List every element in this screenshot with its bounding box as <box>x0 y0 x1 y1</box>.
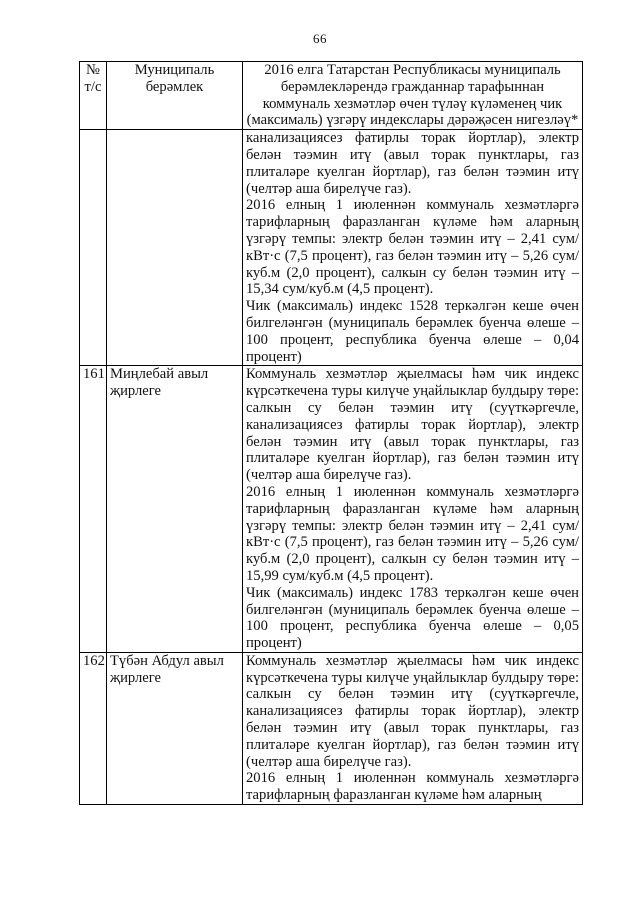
index-table <box>79 61 583 805</box>
row-description <box>243 366 583 653</box>
row-municipality: Түбән Абдул авыл җирлеге <box>107 652 243 804</box>
header-description: 2016 елга Татарстан Республикасы муниципаль берәмлекләрендә гражданнар тарафыннан коммуналь хезмәтләр өчен түләү күләменең чик (максималь) үзгәрү индекслары дәрәҗәсен нигезләү* <box>243 62 583 130</box>
description-paragraph: Коммуналь хезмәтләр җыелмасы һәм чик индекс күрсәткечена туры килүче уңайлыклар булдыру төре: салкын су белән тәэмин итү (суүткәргечле, канализациясез фатирлы торак йортлар), электр белән тәэмин итү (авыл торак пунктлары, газ плиталәре куелган йортлар), газ белән тәэмин итү (челтәр аша бирелүче газ). <box>246 366 579 484</box>
row-municipality <box>107 130 243 366</box>
table-header <box>80 62 583 130</box>
row-number <box>80 130 107 366</box>
row-description <box>243 130 583 366</box>
description-paragraph: Коммуналь хезмәтләр җыелмасы һәм чик индекс күрсәткечена туры килүче уңайлыклар булдыру төре: салкын су белән тәэмин итү (суүткәргечле, канализациясез фатирлы торак йортлар), электр белән тәэмин итү (авыл торак пунктлары, газ плиталәре куелган йортлар), газ белән тәэмин итү (челтәр аша бирелүче газ). <box>246 652 579 770</box>
table-row <box>80 366 583 653</box>
row-number: 161 <box>80 366 107 653</box>
description-paragraph: 2016 елның 1 июленнән коммуналь хезмәтләргә тарифларның фаразланган күләме һәм аларның үзгәрү темпы: электр белән тәэмин итү – 2,41 сум/кВт·с (7,5 процент), газ белән тәэмин итү – 5,26 сум/куб.м (2,0 процент), салкын су белән тәэмин итү – 15,34 сум/куб.м (4,5 процент). <box>246 197 579 298</box>
description-paragraph: 2016 елның 1 июленнән коммуналь хезмәтләргә тарифларның фаразланган күләме һәм аларның <box>246 770 579 804</box>
description-paragraph: Чик (максималь) индекс 1528 теркәлгән кеше өчен билгеләнгән (муниципаль берәмлек буенча өлеше – 100 процент, республика буенча өлеше – 0,04 процент) <box>246 298 579 365</box>
page-number: 66 <box>313 31 327 46</box>
table-row <box>80 652 583 804</box>
header-number: № т/с <box>80 62 107 130</box>
header-municipality: Муниципаль берәмлек <box>107 62 243 130</box>
description-paragraph: Чик (максималь) индекс 1783 теркәлгән кеше өчен билгеләнгән (муниципаль берәмлек буенча өлеше – 100 процент, республика буенча өлеше – 0,05 процент) <box>246 584 579 652</box>
description-paragraph: 2016 елның 1 июленнән коммуналь хезмәтләргә тарифларның фаразланган күләме һәм аларның үзгәрү темпы: электр белән тәэмин итү – 2,41 сум/кВт·с (7,5 процент), газ белән тәэмин итү – 5,26 сум/куб.м (2,0 процент), салкын су белән тәэмин итү – 15,99 сум/куб.м (4,5 процент). <box>246 483 579 584</box>
table-body <box>80 130 583 805</box>
row-number: 162 <box>80 652 107 804</box>
row-municipality: Миңлебай авыл җирлеге <box>107 366 243 653</box>
description-paragraph: канализациясез фатирлы торак йортлар), электр белән тәэмин итү (авыл торак пунктлары, газ плиталәре куелган йортлар), газ белән тәэмин итү (челтәр аша бирелүче газ). <box>246 130 579 197</box>
row-description <box>243 652 583 804</box>
table-row <box>80 130 583 366</box>
header-row <box>80 62 583 130</box>
